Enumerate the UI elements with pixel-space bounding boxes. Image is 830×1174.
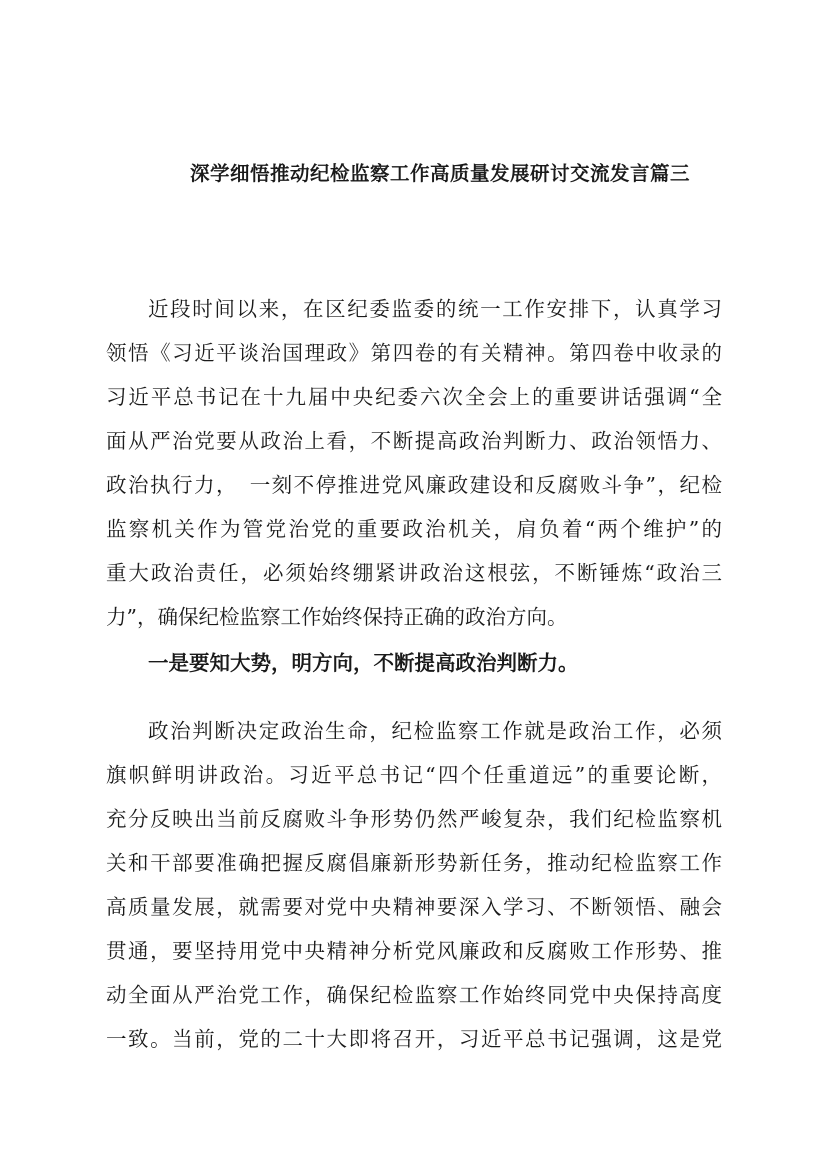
paragraph-line: 旗帜鲜明讲政治。习近平总书记“四个任重道远”的重要论断， <box>106 763 722 787</box>
paragraph-line: 监察机关作为管党治党的重要政治机关，肩负着“两个维护”的 <box>106 517 722 541</box>
paragraph-line: 近段时间以来，在区纪委监委的统一工作安排下，认真学习 <box>148 297 722 321</box>
paragraph-line: 动全面从严治党工作，确保纪检监察工作始终同党中央保持高度 <box>106 983 722 1007</box>
paragraph-line: 习近平总书记在十九届中央纪委六次全会上的重要讲话强调“全 <box>106 385 722 409</box>
paragraph-line: 重大政治责任，必须始终绷紧讲政治这根弦，不断锤炼“政治三 <box>106 561 722 585</box>
section-heading: 一是要知大势，明方向，不断提高政治判断力。 <box>148 651 579 675</box>
paragraph-line: 充分反映出当前反腐败斗争形势仍然严峻复杂，我们纪检监察机 <box>106 807 722 831</box>
paragraph-line: 一致。当前，党的二十大即将召开，习近平总书记强调，这是党 <box>106 1027 722 1051</box>
paragraph-line: 力”，确保纪检监察工作始终保持正确的政治方向。 <box>106 605 568 629</box>
paragraph-line: 领悟《习近平谈治国理政》第四卷的有关精神。第四卷中收录的 <box>106 341 722 365</box>
paragraph-line: 关和干部要准确把握反腐倡廉新形势新任务，推动纪检监察工作 <box>106 851 722 875</box>
paragraph-line: 政治执行力， 一刻不停推进党风廉政建设和反腐败斗争”，纪检 <box>106 473 722 497</box>
document-title: 深学细悟推动纪检监察工作高质量发展研讨交流发言篇三 <box>189 162 690 185</box>
paragraph-line: 高质量发展，就需要对党中央精神要深入学习、不断领悟、融会 <box>106 895 722 919</box>
paragraph-line: 面从严治党要从政治上看，不断提高政治判断力、政治领悟力、 <box>106 429 722 453</box>
paragraph-line: 政治判断决定政治生命，纪检监察工作就是政治工作，必须 <box>148 719 722 743</box>
paragraph-line: 贯通，要坚持用党中央精神分析党风廉政和反腐败工作形势、推 <box>106 939 722 963</box>
